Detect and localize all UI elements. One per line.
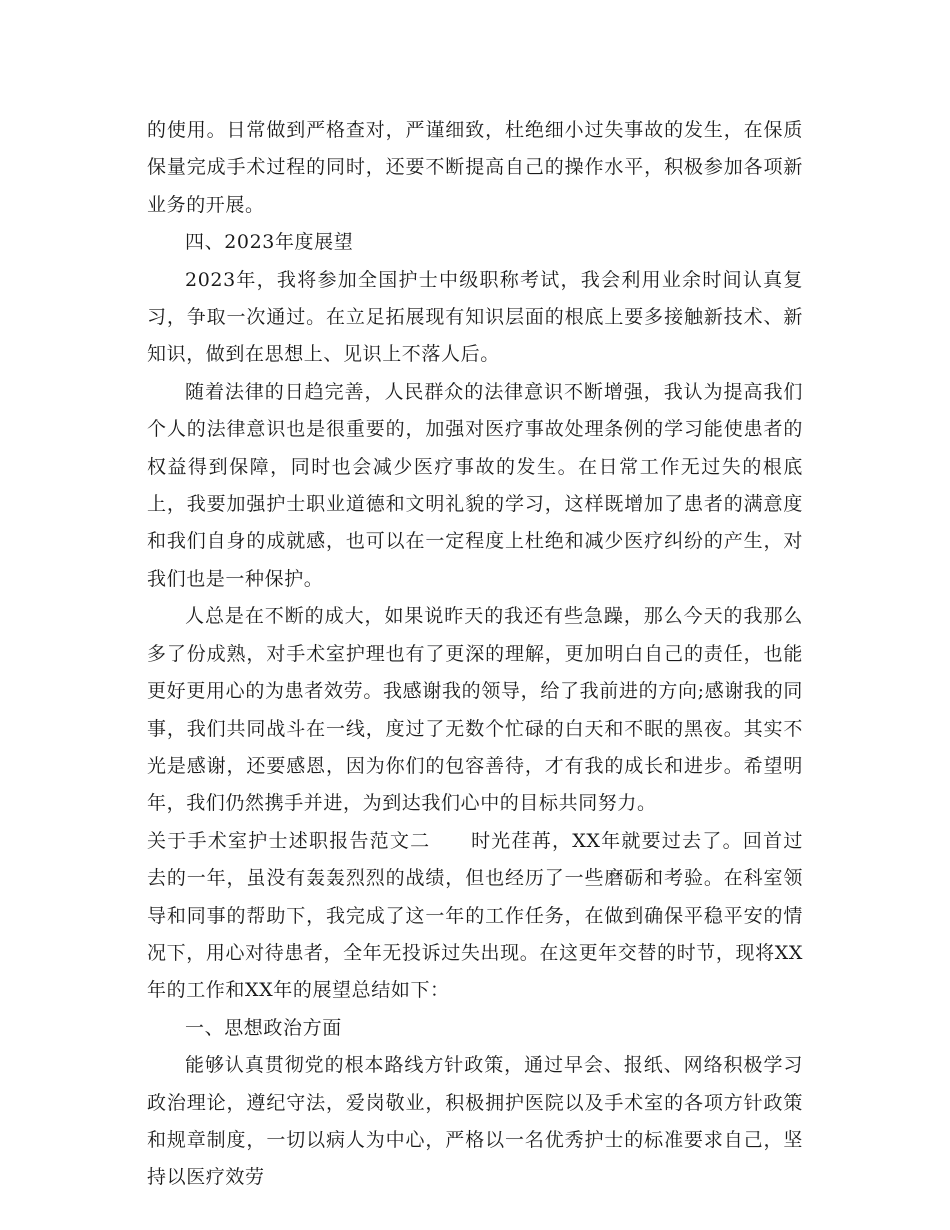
paragraph-gratitude: 人总是在不断的成大，如果说昨天的我还有些急躁，那么今天的我那么多了份成熟，对手术室护理也有了更深的理解，更加明白自己的责任，也能更好更用心的为患者效劳。我感谢我的领导，给了我前进的方向;感谢我的同事，我们共同战斗在一线，度过了无数个忙碌的白天和不眠的黑夜。其实不光是感谢，还要感恩，因为你们的包容善待，才有我的成长和进步。希望明年，我们仍然携手并进，为到达我们心中的目标共同努力。: [147, 605, 803, 815]
section-heading-outlook: 四、2023年度展望: [185, 231, 354, 254]
paragraph-exam-plan: 2023年，我将参加全国护士中级职称考试，我会利用业余时间认真复习，争取一次通过。在立足拓展现有知识层面的根底上要多接触新技术、新知识，做到在思想上、见识上不落人后。: [147, 268, 803, 366]
report-title: 关于手术室护士述职报告范文二: [147, 829, 431, 852]
paragraph-politics: 能够认真贯彻党的根本路线方针政策，通过早会、报纸、网络积极学习政治理论，遵纪守法，爱岗敬业，积极拥护医院以及手术室的各项方针政策和规章制度，一切以病人为中心，严格以一名优秀护士的标准要求自己，坚持以医疗效劳: [147, 1054, 803, 1189]
report-intro: 时光荏苒，XX年就要过去了。回首过去的一年，虽没有轰轰烈烈的战绩，但也经历了一些磨砺和考验。在科室领导和同事的帮助下，我完成了这一年的工作任务，在做到确保平稳平安的情况下，用心对待患者，全年无投诉过失出现。在这更年交替的时节，现将XX年的工作和XX年的展望总结如下：: [147, 829, 803, 1002]
paragraph-legal-awareness: 随着法律的日趋完善，人民群众的法律意识不断增强，我认为提高我们个人的法律意识也是很重要的，加强对医疗事故处理条例的学习能使患者的权益得到保障，同时也会减少医疗事故的发生。在日常工作无过失的根底上，我要加强护士职业道德和文明礼貌的学习，这样既增加了患者的满意度和我们自身的成就感，也可以在一定程度上杜绝和减少医疗纠纷的产生，对我们也是一种保护。: [147, 380, 803, 590]
section-heading-politics: 一、思想政治方面: [185, 1016, 342, 1039]
paragraph-continuation: 的使用。日常做到严格查对，严谨细致，杜绝细小过失事故的发生，在保质保量完成手术过程的同时，还要不断提高自己的操作水平，积极参加各项新业务的开展。: [147, 119, 803, 216]
paragraph-second-report: [147, 823, 803, 1010]
document-body: [147, 112, 803, 1197]
